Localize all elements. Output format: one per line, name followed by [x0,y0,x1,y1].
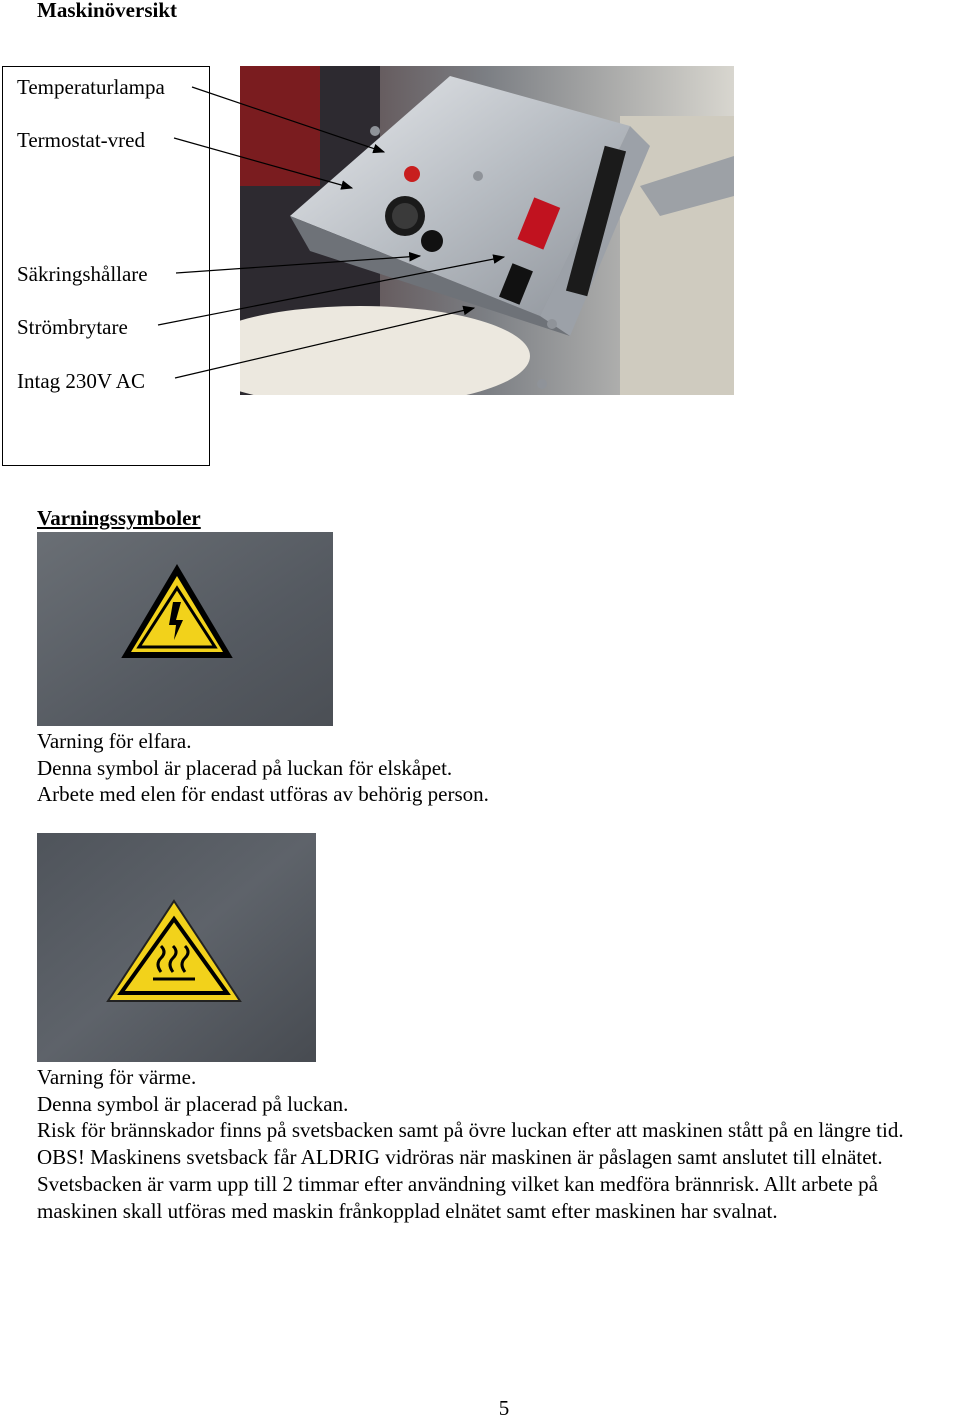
warnings-heading: Varningssymboler [37,506,201,530]
callout-leaders [0,0,960,420]
text-line: Varning för elfara. [37,729,192,753]
electric-warning-text [37,728,960,808]
text-line: Risk för brännskador finns på svetsbacken samt på övre luckan efter att maskinen stått på en längre tid. [37,1118,904,1143]
callout-temperature-lamp: Temperaturlampa [17,75,165,99]
high-voltage-warning-icon [37,532,333,726]
text-paragraph: OBS! Maskinens svetsback får ALDRIG vidröras när maskinen är påslagen samt anslutet till elnätet. Svetsbacken är varm upp till 2 timmar efter användning vilket kan medföra brännrisk. Allt arbete på maskinen skall utföras med maskin frånkopplad elnätet samt efter maskinen har svalnat. [37,1145,883,1223]
page-number: 5 [498,1396,510,1420]
heat-warning-text [37,1064,960,1224]
page-title: Maskinöversikt [37,0,178,22]
text-line: Varning för värme. [37,1065,197,1089]
text-line: Arbete med elen för endast utföras av behörig person. [37,782,489,807]
text-line: Denna symbol är placerad på luckan. [37,1091,349,1116]
hot-surface-warning-icon [37,833,316,1062]
callout-fuse-holder: Säkringshållare [17,262,148,286]
callout-thermostat-knob: Termostat-vred [17,128,145,152]
callout-power-inlet: Intag 230V AC [17,369,145,393]
callout-power-switch: Strömbrytare [17,315,128,339]
text-line: Denna symbol är placerad på luckan för elskåpet. [37,755,453,780]
